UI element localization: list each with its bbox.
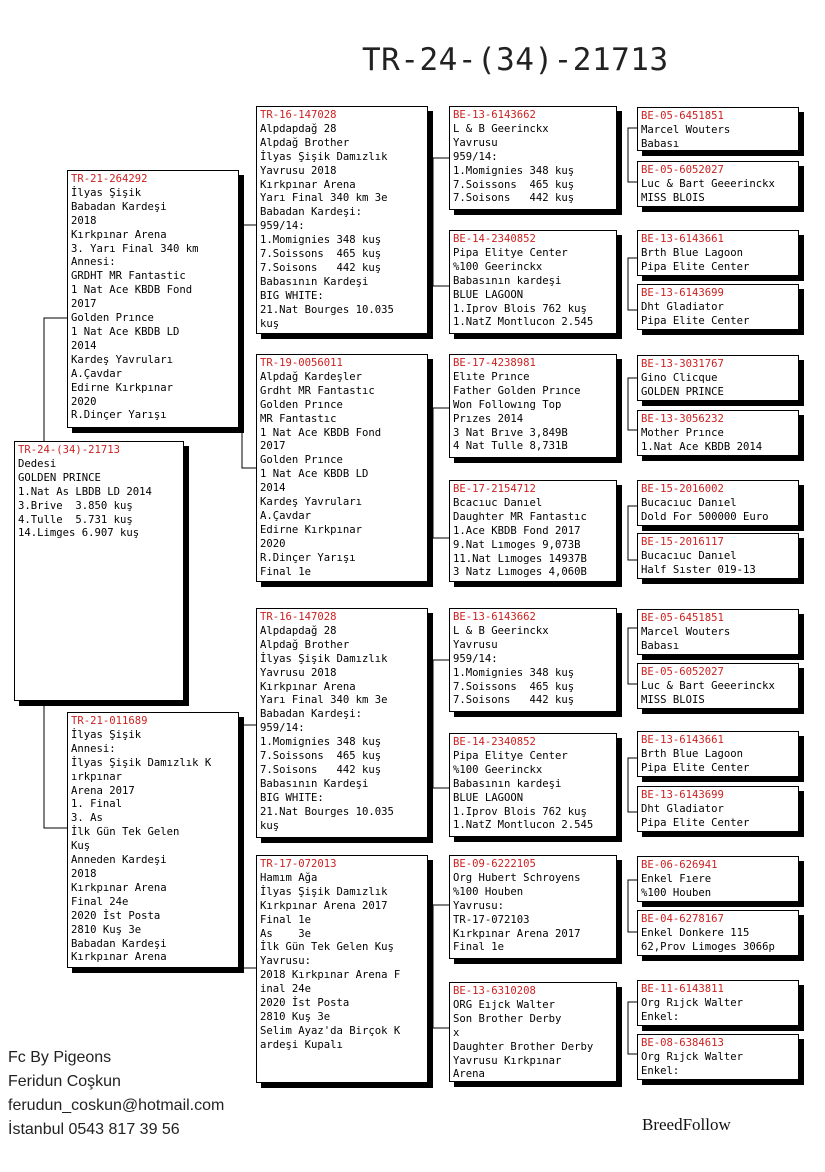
- pedigree-line: Dht Gladiator: [641, 300, 724, 313]
- pedigree-line: Kuş: [71, 840, 91, 853]
- pedigree-card-main: [14, 441, 184, 701]
- pedigree-line: %100 Geerinckx: [453, 260, 543, 273]
- ring-number: BE-17-2154712: [453, 483, 536, 495]
- pedigree-card-sss: [449, 106, 617, 210]
- pedigree-line: Elıte Prınce: [453, 370, 530, 383]
- pedigree-line: 959/14:: [260, 220, 305, 233]
- pedigree-card-g6: [637, 410, 799, 456]
- pedigree-line: Selim Ayaz'da Birçok K: [260, 1024, 401, 1037]
- pedigree-card-dds: [449, 855, 617, 959]
- ring-number: TR-16-147028: [260, 611, 337, 623]
- pedigree-line: Brth Blue Lagoon: [641, 747, 744, 760]
- pedigree-line: Kırkpınar Arena: [260, 680, 356, 693]
- pedigree-card-g4: [637, 284, 799, 330]
- pedigree-line: A.Çavdar: [260, 509, 312, 522]
- page-title: TR-24-(34)-21713: [362, 42, 669, 78]
- contact-footer: [8, 1046, 224, 1142]
- pedigree-line: Pipa Elite Center: [641, 816, 750, 829]
- footer-line-email[interactable]: ferudun_coskun@hotmail.com: [8, 1097, 225, 1114]
- pedigree-line: Arena: [453, 1068, 485, 1081]
- pedigree-line: 21.Nat Bourges 10.035: [260, 303, 394, 316]
- pedigree-line: Kırkpınar Arena: [260, 178, 356, 191]
- ring-number: BE-11-6143811: [641, 983, 724, 995]
- pedigree-line: 2018: [71, 867, 97, 880]
- connector-main-sire: [44, 318, 69, 443]
- pedigree-line: TR-17-072103: [453, 913, 530, 926]
- pedigree-line: ORG Eıjck Walter: [453, 998, 556, 1011]
- ring-number: BE-06-626941: [641, 859, 718, 871]
- pedigree-line: 959/14:: [453, 652, 498, 665]
- pedigree-line: GOLDEN PRINCE: [18, 471, 101, 484]
- pedigree-line: BIG WHITE:: [260, 289, 324, 302]
- pedigree-line: Arena 2017: [71, 784, 135, 797]
- pedigree-line: %100 Houben: [453, 885, 524, 898]
- pedigree-line: GRDHT MR Fantastic: [71, 270, 186, 283]
- pedigree-card-g16: [637, 1034, 799, 1080]
- pedigree-line: 1.Nat As LBDB LD 2014: [18, 485, 152, 498]
- pedigree-line: MR Fantastıc: [260, 412, 337, 425]
- ring-number: BE-13-6143661: [641, 233, 724, 245]
- pedigree-card-g5: [637, 355, 799, 401]
- pedigree-line: Enkel Fıere: [641, 872, 712, 885]
- pedigree-line: Kırkpınar Arena 2017: [453, 927, 581, 940]
- pedigree-line: Babasının Kardeşi: [260, 777, 369, 790]
- pedigree-line: İlyas Şişik Damızlık: [260, 885, 388, 898]
- ring-number: BE-14-2340852: [453, 736, 536, 748]
- pedigree-line: Kırkpınar Arena: [71, 951, 167, 964]
- pedigree-line: 7.Soissons 465 kuş: [260, 248, 382, 261]
- pedigree-card-sd: [256, 354, 428, 582]
- ring-number: BE-13-6143662: [453, 611, 536, 623]
- pedigree-line: 1 Nat Ace KBDB LD: [260, 468, 369, 481]
- pedigree-line: 1.Nat Ace KBDB 2014: [641, 440, 763, 453]
- pedigree-line: Yarı Final 340 km 3e: [260, 192, 388, 205]
- pedigree-line: Kırkpınar Arena: [71, 228, 167, 241]
- pedigree-line: Dedesi: [18, 457, 57, 470]
- ring-number: BE-13-6143699: [641, 789, 724, 801]
- pedigree-line: Babasının kardeşi: [453, 777, 562, 790]
- pedigree-line: BLUE LAGOON: [453, 791, 524, 804]
- ring-number: TR-19-0056011: [260, 357, 343, 369]
- pedigree-line: Anneden Kardeşi: [71, 854, 167, 867]
- pedigree-line: 4.Tulle 5.731 kuş: [18, 513, 133, 526]
- pedigree-line: Pipa Elite Center: [641, 260, 750, 273]
- pedigree-line: 1.Momignies 348 kuş: [260, 736, 382, 749]
- pedigree-line: Kardeş Yavruları: [71, 353, 174, 366]
- pedigree-line: 3 Natz Lımoges 4,060B: [453, 566, 587, 579]
- ring-number: BE-05-6451851: [641, 110, 724, 122]
- pedigree-line: 1 Nat Ace KBDB Fond: [71, 284, 193, 297]
- pedigree-line: İlyas Şişik Damızlık K: [71, 756, 212, 769]
- pedigree-line: 21.Nat Bourges 10.035: [260, 805, 394, 818]
- pedigree-line: Kardeş Yavruları: [260, 496, 363, 509]
- pedigree-line: Org Rıjck Walter: [641, 1050, 744, 1063]
- pedigree-line: x: [453, 1026, 460, 1039]
- pedigree-line: A.Çavdar: [71, 367, 123, 380]
- pedigree-line: Enkel Donkere 115: [641, 926, 750, 939]
- pedigree-line: Babası: [641, 639, 680, 652]
- pedigree-line: 2018 Kırkpınar Arena F: [260, 969, 401, 982]
- pedigree-line: Yavrusu:: [260, 955, 312, 968]
- pedigree-card-sdd: [449, 480, 617, 582]
- pedigree-line: Yavrusu 2018: [260, 164, 337, 177]
- ring-number: BE-13-6143661: [641, 734, 724, 746]
- pedigree-line: 7.Soissons 465 kuş: [453, 178, 575, 191]
- pedigree-line: Alpdağ Kardeşler: [260, 370, 363, 383]
- footer-line-club: Fc By Pigeons: [8, 1049, 112, 1066]
- pedigree-line: Father Golden Prınce: [453, 384, 581, 397]
- pedigree-line: Brth Blue Lagoon: [641, 246, 744, 259]
- pedigree-line: Yavrusu: [453, 136, 498, 149]
- pedigree-card-g13: [637, 856, 799, 902]
- pedigree-card-g11: [637, 731, 799, 777]
- pedigree-line: İlyas Şişik Damızlık: [260, 150, 388, 163]
- pedigree-line: 1 Nat Ace KBDB Fond: [260, 426, 382, 439]
- pedigree-line: inal 24e: [260, 983, 312, 996]
- pedigree-line: Final 24e: [71, 895, 129, 908]
- pedigree-line: MISS BLOIS: [641, 693, 705, 706]
- pedigree-line: Final 1e: [453, 941, 505, 954]
- ring-number: BE-08-6384613: [641, 1037, 724, 1049]
- pedigree-line: Babası: [641, 137, 680, 150]
- pedigree-line: BLUE LAGOON: [453, 288, 524, 301]
- pedigree-line: 7.Soisons 442 kuş: [260, 763, 382, 776]
- pedigree-line: 2017: [71, 298, 97, 311]
- pedigree-line: 3 Nat Brıve 3,849B: [453, 426, 568, 439]
- pedigree-line: GOLDEN PRINCE: [641, 385, 724, 398]
- pedigree-card-dam: [67, 712, 239, 968]
- pedigree-line: Dht Gladiator: [641, 802, 724, 815]
- pedigree-line: 2810 Kuş 3e: [260, 1010, 331, 1023]
- pedigree-line: Enkel:: [641, 1010, 680, 1023]
- pedigree-line: Edirne Kırkpınar: [71, 381, 174, 394]
- pedigree-line: Babadan Kardeşi: [71, 200, 167, 213]
- pedigree-line: Won Followıng Top: [453, 398, 562, 411]
- pedigree-line: 2810 Kuş 3e: [71, 923, 142, 936]
- pedigree-line: İlyas Şişik Damızlık: [260, 652, 388, 665]
- pedigree-line: Dold For 500000 Euro: [641, 510, 769, 523]
- pedigree-line: Annesi:: [71, 742, 116, 755]
- pedigree-line: Final 1e: [260, 913, 312, 926]
- pedigree-line: 1.NatZ Montlucon 2.545: [453, 819, 594, 832]
- ring-number: BE-09-6222105: [453, 858, 536, 870]
- pedigree-line: 959/14:: [453, 150, 498, 163]
- pedigree-line: 1.Iprov Blois 762 kuş: [453, 302, 587, 315]
- pedigree-card-dd: [256, 855, 428, 1083]
- pedigree-line: 62,Prov Limoges 3066p: [641, 940, 775, 953]
- pedigree-line: Son Brother Derby: [453, 1012, 562, 1025]
- pedigree-line: Final 1e: [260, 565, 312, 578]
- footer-line-phone: İstanbul 0543 817 39 56: [8, 1121, 180, 1138]
- pedigree-line: Pipa Elitye Center: [453, 246, 568, 259]
- pedigree-line: R.Dinçer Yarışı: [71, 409, 167, 422]
- pedigree-line: %100 Houben: [641, 886, 712, 899]
- pedigree-line: 7.Soissons 465 kuş: [453, 680, 575, 693]
- pedigree-line: 1.Iprov Blois 762 kuş: [453, 805, 587, 818]
- pedigree-line: Edirne Kırkpınar: [260, 523, 363, 536]
- pedigree-line: Enkel:: [641, 1064, 680, 1077]
- ring-number: BE-15-2016002: [641, 483, 724, 495]
- ring-number: TR-17-072013: [260, 858, 337, 870]
- pedigree-line: Marcel Wouters: [641, 625, 731, 638]
- ring-number: BE-05-6451851: [641, 612, 724, 624]
- pedigree-line: R.Dinçer Yarışı: [260, 551, 356, 564]
- pedigree-line: 3. Yarı Final 340 km: [71, 242, 199, 255]
- pedigree-line: Pipa Elite Center: [641, 761, 750, 774]
- pedigree-line: İlyas Şişik: [71, 186, 142, 199]
- pedigree-card-g15: [637, 980, 799, 1026]
- pedigree-line: 2020: [71, 395, 97, 408]
- pedigree-line: Daughter Brother Derby: [453, 1040, 594, 1053]
- pedigree-card-sds: [449, 354, 617, 458]
- pedigree-line: Marcel Wouters: [641, 123, 731, 136]
- pedigree-card-g7: [637, 480, 799, 526]
- pedigree-line: 1.Momignies 348 kuş: [260, 234, 382, 247]
- pedigree-card-g3: [637, 230, 799, 276]
- pedigree-line: Kırkpınar Arena: [71, 881, 167, 894]
- ring-number: BE-04-6278167: [641, 913, 724, 925]
- pedigree-line: L & B Geerinckx: [453, 624, 549, 637]
- pedigree-line: 2018: [71, 214, 97, 227]
- pedigree-line: 1.Momignies 348 kuş: [453, 666, 575, 679]
- pedigree-card-sire: [67, 170, 239, 428]
- pedigree-line: ırkpınar: [71, 770, 123, 783]
- ring-number: BE-13-3056232: [641, 413, 724, 425]
- pedigree-line: Mother Prınce: [641, 426, 724, 439]
- pedigree-line: İlyas Şişik: [71, 728, 142, 741]
- pedigree-line: Org Rıjck Walter: [641, 996, 744, 1009]
- pedigree-line: Bucacıuc Danıel: [641, 496, 737, 509]
- brand-logo-text: BreedFollow: [642, 1115, 731, 1134]
- pedigree-line: 1.Momignies 348 kuş: [453, 164, 575, 177]
- pedigree-line: Babadan Kardeşi: [71, 937, 167, 950]
- pedigree-line: Kırkpınar Arena 2017: [260, 899, 388, 912]
- pedigree-line: 7.Soisons 442 kuş: [453, 694, 575, 707]
- pedigree-card-dsd: [449, 733, 617, 837]
- pedigree-line: 3.Brive 3.850 kuş: [18, 499, 133, 512]
- ring-number: TR-24-(34)-21713: [18, 444, 121, 456]
- pedigree-line: 14.Limges 6.907 kuş: [18, 527, 140, 540]
- pedigree-line: 7.Soissons 465 kuş: [260, 750, 382, 763]
- pedigree-line: Org Hubert Schroyens: [453, 871, 581, 884]
- pedigree-card-g9: [637, 609, 799, 655]
- pedigree-line: 3. As: [71, 812, 103, 825]
- ring-number: BE-13-6143662: [453, 109, 536, 121]
- pedigree-line: L & B Geerinckx: [453, 122, 549, 135]
- pedigree-line: Yavrusu: [453, 638, 498, 651]
- pedigree-card-dss: [449, 608, 617, 712]
- pedigree-line: İlk Gün Tek Gelen Kuş: [260, 941, 394, 954]
- pedigree-line: Golden Prınce: [260, 454, 343, 467]
- ring-number: BE-05-6052027: [641, 164, 724, 176]
- pedigree-line: 9.Nat Lımoges 9,073B: [453, 538, 581, 551]
- pedigree-line: Babadan Kardeşi:: [260, 708, 363, 721]
- pedigree-line: Bucacıuc Danıel: [641, 549, 737, 562]
- pedigree-line: Pipa Elitye Center: [453, 749, 568, 762]
- pedigree-line: Prızes 2014: [453, 412, 524, 425]
- pedigree-line: Daughter MR Fantastıc: [453, 510, 587, 523]
- pedigree-line: 7.Soisons 442 kuş: [260, 261, 382, 274]
- pedigree-line: Grdht MR Fantastıc: [260, 384, 375, 397]
- pedigree-line: Hamım Ağa: [260, 871, 318, 884]
- pedigree-line: Yavrusu Kırkpınar: [453, 1054, 562, 1067]
- pedigree-line: 2017: [260, 440, 286, 453]
- ring-number: BE-15-2016117: [641, 536, 724, 548]
- pedigree-line: 2014: [260, 482, 286, 495]
- ring-number: TR-16-147028: [260, 109, 337, 121]
- pedigree-line: kuş: [260, 317, 280, 330]
- ring-number: TR-21-011689: [71, 715, 148, 727]
- pedigree-card-ssd: [449, 230, 617, 334]
- pedigree-line: Alpdağ Brother: [260, 638, 350, 651]
- pedigree-card-g12: [637, 786, 799, 832]
- pedigree-line: 2020 İst Posta: [260, 997, 350, 1010]
- ring-number: BE-05-6052027: [641, 666, 724, 678]
- pedigree-line: 959/14:: [260, 722, 305, 735]
- pedigree-line: Bcacıuc Danıel: [453, 496, 543, 509]
- footer-line-name: Feridun Coşkun: [8, 1073, 121, 1090]
- pedigree-line: 4 Nat Tulle 8,731B: [453, 440, 568, 453]
- pedigree-line: 7.Soisons 442 kuş: [453, 192, 575, 205]
- pedigree-line: Yarı Final 340 km 3e: [260, 694, 388, 707]
- pedigree-line: As 3e: [260, 927, 312, 940]
- pedigree-line: İlk Gün Tek Gelen: [71, 826, 180, 839]
- pedigree-line: Luc & Bart Geeerinckx: [641, 679, 775, 692]
- ring-number: BE-14-2340852: [453, 233, 536, 245]
- ring-number: BE-13-3031767: [641, 358, 724, 370]
- pedigree-line: 1.NatZ Montlucon 2.545: [453, 316, 594, 329]
- pedigree-card-g2: [637, 161, 799, 207]
- pedigree-line: 1 Nat Ace KBDB LD: [71, 325, 180, 338]
- pedigree-line: Babasının Kardeşi: [260, 275, 369, 288]
- pedigree-line: Pipa Elite Center: [641, 314, 750, 327]
- ring-number: BE-17-4238981: [453, 357, 536, 369]
- pedigree-card-ds: [256, 608, 428, 838]
- pedigree-line: MISS BLOIS: [641, 191, 705, 204]
- pedigree-line: Yavrusu 2018: [260, 666, 337, 679]
- pedigree-line: 1.Ace KBDB Fond 2017: [453, 524, 581, 537]
- pedigree-line: Half Sıster 019-13: [641, 563, 756, 576]
- pedigree-card-g1: [637, 107, 799, 151]
- pedigree-line: Gino Clicque: [641, 371, 718, 384]
- pedigree-line: Golden Prınce: [71, 312, 154, 325]
- ring-number: TR-21-264292: [71, 173, 148, 185]
- pedigree-card-g8: [637, 533, 799, 579]
- pedigree-card-g14: [637, 910, 799, 956]
- pedigree-line: %100 Geerinckx: [453, 763, 543, 776]
- pedigree-line: 2020: [260, 537, 286, 550]
- pedigree-line: Babasının kardeşi: [453, 274, 562, 287]
- ring-number: BE-13-6310208: [453, 985, 536, 997]
- pedigree-line: Alpdapdağ 28: [260, 122, 337, 135]
- pedigree-line: Luc & Bart Geeerinckx: [641, 177, 775, 190]
- pedigree-line: Babadan Kardeşi:: [260, 206, 363, 219]
- ring-number: BE-13-6143699: [641, 287, 724, 299]
- pedigree-card-ss: [256, 106, 428, 334]
- pedigree-line: Golden Prınce: [260, 398, 343, 411]
- pedigree-line: Alpdapdağ 28: [260, 624, 337, 637]
- pedigree-line: ardeşi Kupalı: [260, 1038, 343, 1051]
- pedigree-card-ddd: [449, 982, 617, 1082]
- pedigree-line: kuş: [260, 819, 280, 832]
- pedigree-line: Alpdağ Brother: [260, 136, 350, 149]
- pedigree-line: BIG WHITE:: [260, 791, 324, 804]
- pedigree-line: 11.Nat Lımoges 14937B: [453, 552, 587, 565]
- pedigree-line: Annesi:: [71, 256, 116, 269]
- pedigree-card-g10: [637, 663, 799, 709]
- pedigree-line: 2020 İst Posta: [71, 909, 161, 922]
- pedigree-line: 2014: [71, 339, 97, 352]
- pedigree-line: Yavrusu:: [453, 899, 505, 912]
- pedigree-line: 1. Final: [71, 798, 123, 811]
